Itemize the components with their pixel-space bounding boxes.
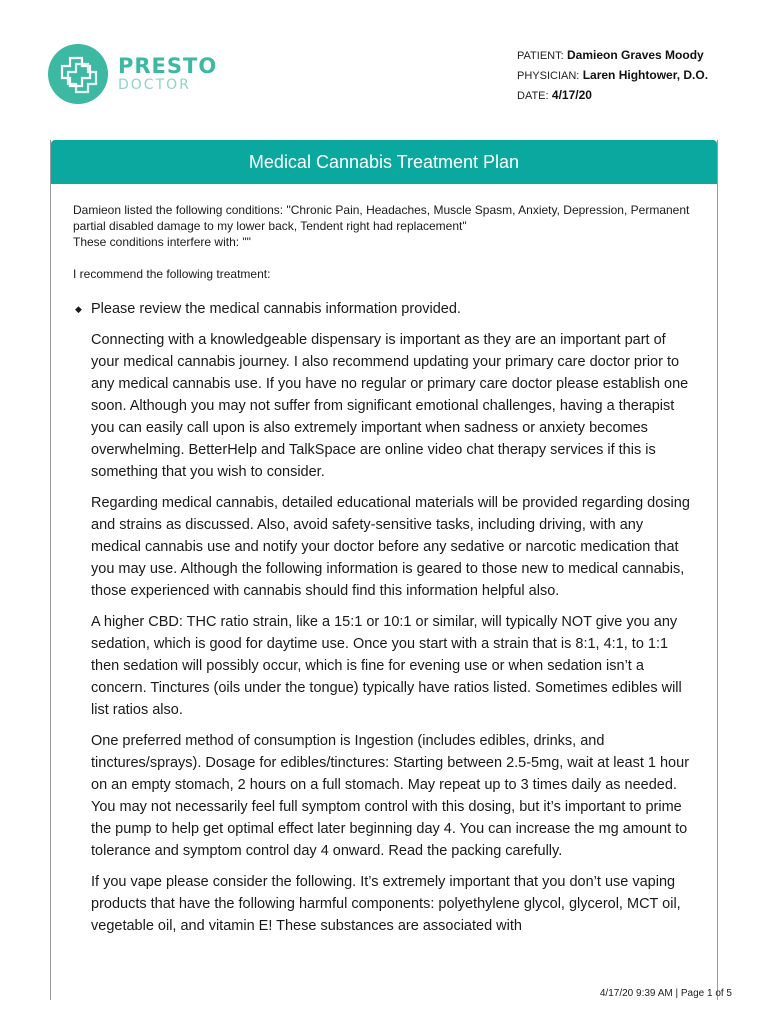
date-value: 4/17/20 xyxy=(551,88,592,102)
bullet-diamond-icon: ◆ xyxy=(75,304,82,314)
date-label: DATE: xyxy=(517,90,549,102)
paragraph-dosing: Regarding medical cannabis, detailed educational materials will be provided regarding dosing and strains as discussed. Also, avoid safety-sensitive tasks, including driving, with any medical cannabis use and notify your doctor before any sedative or narcotic medication that you may use. Although the following information is geared to those new to medical cannabis, those experienced with cannabis should find this information helpful also. xyxy=(91,495,690,599)
bullet-item xyxy=(73,298,695,320)
paragraphs xyxy=(73,329,695,937)
page-title: Medical Cannabis Treatment Plan xyxy=(248,151,520,172)
paragraph-cbd-ratio: A higher CBD: THC ratio strain, like a 15:1 or 10:1 or similar, will typically NOT give you any sedation, which is good for daytime use. Once you start with a strain that is 8:1, 4:1, to 1:1 then sedation will possibly occur, which is fine for evening use or when sedation isn’t a concern. Tinctures (oils under the tongue) typically have ratios listed. Sometimes edibles will list ratios also. xyxy=(91,614,682,718)
page-footer: 4/17/20 9:39 AM | Page 1 of 5 xyxy=(599,988,732,999)
paragraph-dispensary: Connecting with a knowledgeable dispensary is important as they are an important part of your medical cannabis journey. I also recommend updating your primary care doctor prior to any medical cannabis use. If you have no regular or primary care doctor please establish one soon. Although you may not suffer from significant emotional challenges, having a therapist you can easily call upon is also extremely important when sadness or anxiety becomes overwhelming. BetterHelp and TalkSpace are online video chat therapy services if this is something that you wish to consider. xyxy=(91,332,689,480)
conditions-block xyxy=(73,202,695,250)
panel-header xyxy=(51,140,717,184)
patient-meta xyxy=(517,46,708,106)
conditions-interfere-text: These conditions interfere with: "" xyxy=(73,235,251,249)
paragraph-vape: If you vape please consider the following. It’s extremely important that you don’t use vaping products that have the following harmful components: polyethylene glycol, glycerol, MCT oil, vegetable oil, and vitamin E! These substances are associated with xyxy=(91,874,681,934)
logo-name: PRESTO xyxy=(118,54,218,78)
logo-subtitle: DOCTOR xyxy=(118,77,191,93)
physician-name: Laren Hightower, D.O. xyxy=(582,68,709,82)
recommend-text: I recommend the following treatment: xyxy=(73,267,271,281)
bullet-text: Please review the medical cannabis information provided. xyxy=(91,301,461,317)
patient-label: PATIENT: xyxy=(517,50,564,62)
physician-label: PHYSICIAN: xyxy=(517,70,580,82)
plan-content xyxy=(51,184,717,937)
physician-row xyxy=(517,66,708,86)
conditions-text: Damieon listed the following conditions: "Chronic Pain, Headaches, Muscle Spasm, Anxiety, Depression, Permanent partial disabled damage to my lower back, Tendent right had replacement" xyxy=(73,203,690,233)
patient-name: Damieon Graves Moody xyxy=(567,48,704,62)
treatment-plan-panel xyxy=(50,140,718,1000)
date-row xyxy=(517,86,708,106)
presto-doctor-logo-icon xyxy=(48,44,108,104)
paragraph-ingestion: One preferred method of consumption is Ingestion (includes edibles, drinks, and tinctures/sprays). Dosage for edibles/tinctures: Starting between 2.5-5mg, wait at least 1 hour on an empty stomach, 2 hours on a full stomach. May repeat up to 3 times daily as needed. You may not necessarily feel full symptom control with this dosing, but it’s important to prime the pump to help get optimal effect later beginning day 4. You can increase the mg amount to tolerance and symptom control day 4 onward. Read the packing carefully. xyxy=(91,733,690,859)
patient-row xyxy=(517,46,708,66)
logo xyxy=(48,44,217,104)
